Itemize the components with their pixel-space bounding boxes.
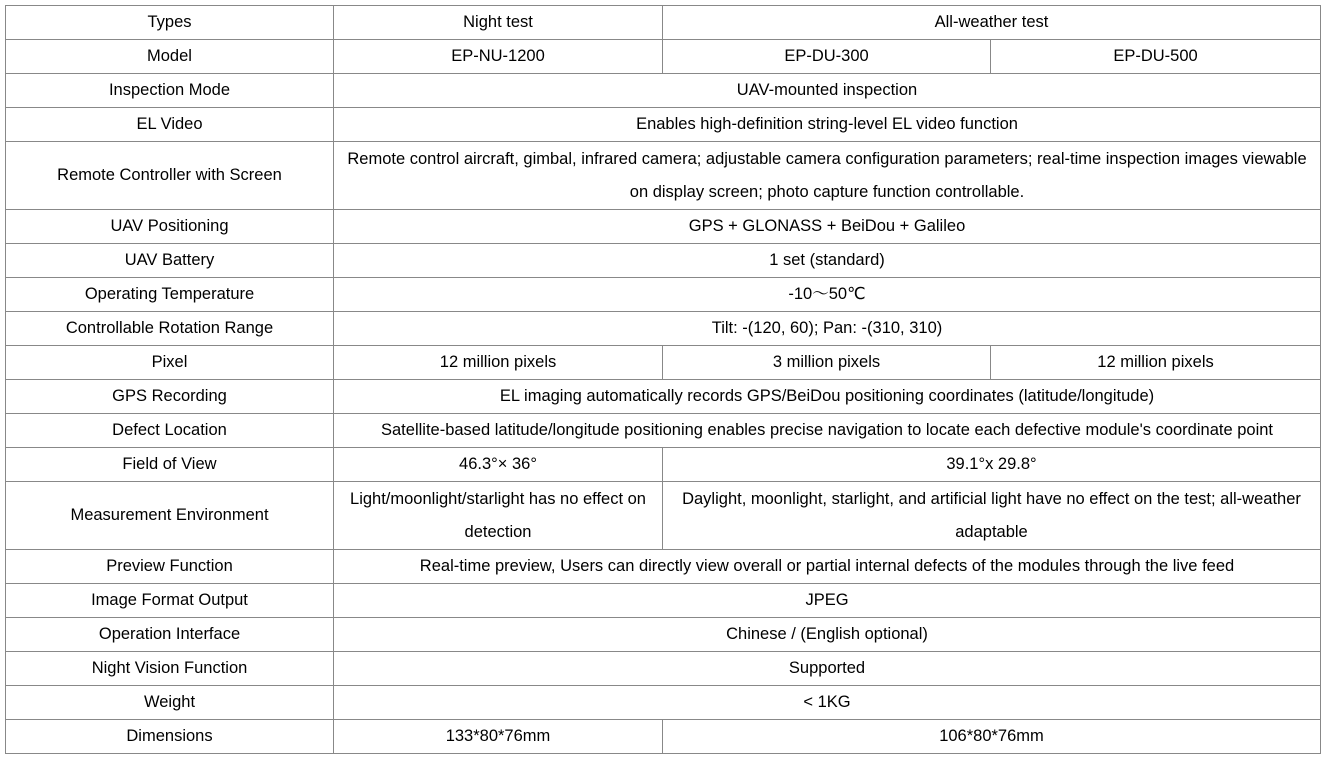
table-cell: 46.3°× 36° [334, 448, 663, 482]
row-label: Night Vision Function [6, 652, 334, 686]
row-label: Dimensions [6, 720, 334, 754]
table-cell: Real-time preview, Users can directly view overall or partial internal defects of the modules through the live feed [334, 550, 1321, 584]
table-cell: < 1KG [334, 686, 1321, 720]
table-cell: EP-DU-300 [663, 40, 991, 74]
table-row [6, 74, 1321, 108]
table-cell: EL imaging automatically records GPS/BeiDou positioning coordinates (latitude/longitude) [334, 380, 1321, 414]
row-label: GPS Recording [6, 380, 334, 414]
table-cell: 12 million pixels [334, 346, 663, 380]
table-cell: Enables high-definition string-level EL video function [334, 108, 1321, 142]
table-row [6, 618, 1321, 652]
table-cell: Satellite-based latitude/longitude positioning enables precise navigation to locate each defective module's coordinate point [334, 414, 1321, 448]
table-row [6, 6, 1321, 40]
table-row [6, 312, 1321, 346]
spec-table [5, 5, 1321, 754]
table-row [6, 720, 1321, 754]
table-cell: Light/moonlight/starlight has no effect on detection [334, 482, 663, 550]
table-cell: GPS + GLONASS + BeiDou + Galileo [334, 210, 1321, 244]
row-label: Weight [6, 686, 334, 720]
table-cell: JPEG [334, 584, 1321, 618]
table-cell: 39.1°x 29.8° [663, 448, 1321, 482]
row-label: UAV Battery [6, 244, 334, 278]
table-cell: 3 million pixels [663, 346, 991, 380]
table-cell: Remote control aircraft, gimbal, infrared camera; adjustable camera configuration parameters; real-time inspection images viewable on display screen; photo capture function controllable. [334, 142, 1321, 210]
table-cell: Chinese / (English optional) [334, 618, 1321, 652]
table-cell: 12 million pixels [991, 346, 1321, 380]
table-cell: 106*80*76mm [663, 720, 1321, 754]
row-label: Pixel [6, 346, 334, 380]
table-cell: Daylight, moonlight, starlight, and artificial light have no effect on the test; all-weather adaptable [663, 482, 1321, 550]
table-cell: Tilt: -(120, 60); Pan: -(310, 310) [334, 312, 1321, 346]
table-cell: All-weather test [663, 6, 1321, 40]
row-label: Image Format Output [6, 584, 334, 618]
row-label: Types [6, 6, 334, 40]
row-label: Field of View [6, 448, 334, 482]
row-label: Measurement Environment [6, 482, 334, 550]
table-row [6, 652, 1321, 686]
table-cell: UAV-mounted inspection [334, 74, 1321, 108]
row-label: Operating Temperature [6, 278, 334, 312]
row-label: Model [6, 40, 334, 74]
row-label: EL Video [6, 108, 334, 142]
table-row [6, 448, 1321, 482]
table-row [6, 40, 1321, 74]
row-label: Operation Interface [6, 618, 334, 652]
table-cell: EP-NU-1200 [334, 40, 663, 74]
row-label: Defect Location [6, 414, 334, 448]
row-label: UAV Positioning [6, 210, 334, 244]
table-row [6, 414, 1321, 448]
table-cell: Supported [334, 652, 1321, 686]
table-row [6, 380, 1321, 414]
table-row [6, 550, 1321, 584]
row-label: Remote Controller with Screen [6, 142, 334, 210]
table-cell: 1 set (standard) [334, 244, 1321, 278]
row-label: Preview Function [6, 550, 334, 584]
table-cell: 133*80*76mm [334, 720, 663, 754]
table-row [6, 686, 1321, 720]
row-label: Controllable Rotation Range [6, 312, 334, 346]
table-row [6, 278, 1321, 312]
table-row [6, 142, 1321, 210]
table-cell: -10～50℃ [334, 278, 1321, 312]
table-cell: EP-DU-500 [991, 40, 1321, 74]
table-row [6, 584, 1321, 618]
table-row [6, 482, 1321, 550]
table-row [6, 346, 1321, 380]
table-row [6, 108, 1321, 142]
row-label: Inspection Mode [6, 74, 334, 108]
table-cell: Night test [334, 6, 663, 40]
table-row [6, 244, 1321, 278]
table-row [6, 210, 1321, 244]
